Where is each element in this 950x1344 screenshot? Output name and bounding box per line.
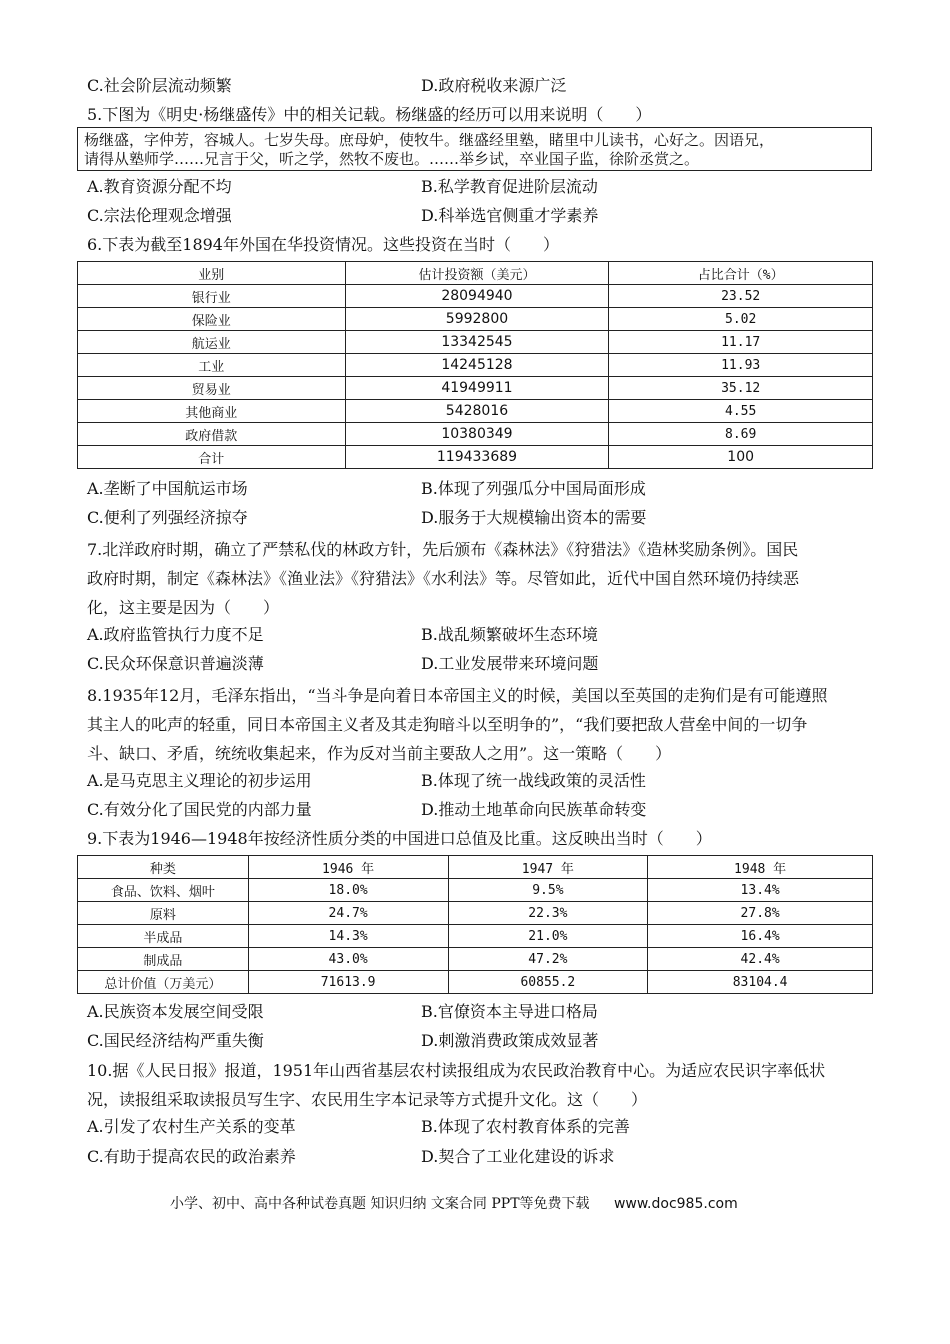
table-cell: 5.02	[609, 308, 873, 331]
q10-options-ab	[87, 1115, 887, 1139]
table-cell: 119433689	[345, 446, 609, 469]
q6-stem: 6.下表为截至1894年外国在华投资情况。这些投资在当时（ ）	[87, 235, 559, 254]
table-cell: 航运业	[78, 331, 346, 354]
q8-stem	[87, 681, 877, 768]
table-row	[78, 285, 873, 308]
q7-options-ab	[87, 623, 887, 647]
table-cell: 食品、饮料、烟叶	[78, 879, 249, 902]
q5-options-cd	[87, 204, 887, 228]
q10-stem	[87, 1056, 877, 1114]
q7-option-c: C.民众环保意识普遍淡薄	[87, 654, 264, 673]
table-cell: 银行业	[78, 285, 346, 308]
q8-option-a: A.是马克思主义理论的初步运用	[87, 771, 312, 790]
q8-option-d: D.推动土地革命向民族革命转变	[421, 800, 647, 819]
table-row	[78, 948, 873, 971]
table-cell: 5428016	[345, 400, 609, 423]
table-cell: 半成品	[78, 925, 249, 948]
q9-option-b: B.官僚资本主导进口格局	[421, 1002, 598, 1021]
q10-options-cd	[87, 1145, 887, 1169]
q7-stem	[87, 535, 877, 622]
page-footer	[170, 1193, 738, 1213]
q5-option-c: C.宗法伦理观念增强	[87, 206, 232, 225]
table-row	[78, 331, 873, 354]
q7-stem-line-2: 政府时期，制定《森林法》《渔业法》《狩猎法》《水利法》等。尽管如此，近代中国自然环境仍持续恶	[87, 569, 800, 588]
q6-option-d: D.服务于大规模输出资本的需要	[421, 508, 647, 527]
table-row	[78, 354, 873, 377]
q5-quote-box	[77, 127, 872, 171]
table-cell: 10380349	[345, 423, 609, 446]
q9-import-table	[77, 855, 873, 994]
q10-stem-line-2: 况，读报组采取读报员写生字、农民用生字本记录等方式提升文化。这（ ）	[87, 1090, 648, 1109]
table-cell: 27.8%	[648, 902, 873, 925]
q10-option-d: D.契合了工业化建设的诉求	[421, 1147, 615, 1166]
table-cell: 8.69	[609, 423, 873, 446]
table-cell: 总计价值（万美元）	[78, 971, 249, 994]
q6-option-c: C.便利了列强经济掠夺	[87, 508, 248, 527]
q5-option-d: D.科举选官侧重才学素养	[421, 206, 599, 225]
q8-option-c: C.有效分化了国民党的内部力量	[87, 800, 312, 819]
q7-option-a: A.政府监管执行力度不足	[87, 625, 264, 644]
table-header-cell: 占比合计（%）	[609, 262, 873, 285]
table-cell: 政府借款	[78, 423, 346, 446]
table-row	[78, 446, 873, 469]
table-row	[78, 971, 873, 994]
q7-option-b: B.战乱频繁破坏生态环境	[421, 625, 598, 644]
table-cell: 47.2%	[448, 948, 648, 971]
q6-options-ab	[87, 477, 887, 501]
table-cell: 22.3%	[448, 902, 648, 925]
table-cell: 9.5%	[448, 879, 648, 902]
q5-quote-line-2: 请得从塾师学……兄言于父，听之学，然牧不废也。……举乡试，卒业国子监，徐阶丞赏之。	[84, 150, 700, 168]
table-cell: 4.55	[609, 400, 873, 423]
table-header-cell: 种类	[78, 856, 249, 879]
table-cell: 21.0%	[448, 925, 648, 948]
table-cell: 18.0%	[248, 879, 448, 902]
q4-option-c: C.社会阶层流动频繁	[87, 76, 232, 95]
q5-options-ab	[87, 175, 887, 199]
table-header-cell: 1948 年	[648, 856, 873, 879]
table-cell: 14245128	[345, 354, 609, 377]
q10-stem-line-1: 10.据《人民日报》报道，1951年山西省基层农村读报组成为农民政治教育中心。为适应农民识字率低状	[87, 1061, 826, 1080]
q9-stem: 9.下表为1946—1948年按经济性质分类的中国进口总值及比重。这反映出当时（ ）	[87, 829, 712, 848]
table-cell: 11.93	[609, 354, 873, 377]
footer-url-link[interactable]: www.doc985.com	[613, 1196, 738, 1212]
table-row	[78, 879, 873, 902]
table-row	[78, 423, 873, 446]
table-cell: 其他商业	[78, 400, 346, 423]
q7-option-d: D.工业发展带来环境问题	[421, 654, 599, 673]
q9-options-cd	[87, 1029, 887, 1053]
table-cell: 28094940	[345, 285, 609, 308]
q7-options-cd	[87, 652, 887, 676]
table-cell: 60855.2	[448, 971, 648, 994]
q8-stem-line-2: 其主人的叱声的轻重，同日本帝国主义者及其走狗暗斗以至明争的”，“我们要把敌人营垒中间的一切争	[87, 715, 808, 734]
q4-options-cd	[87, 74, 887, 98]
table-cell: 43.0%	[248, 948, 448, 971]
table-cell: 71613.9	[248, 971, 448, 994]
table-cell: 11.17	[609, 331, 873, 354]
table-cell: 100	[609, 446, 873, 469]
q5-option-b: B.私学教育促进阶层流动	[421, 177, 598, 196]
q9-options-ab	[87, 1000, 887, 1024]
table-header-row	[78, 856, 873, 879]
table-cell: 原料	[78, 902, 249, 925]
q5-option-a: A.教育资源分配不均	[87, 177, 232, 196]
q8-options-ab	[87, 769, 887, 793]
table-cell: 14.3%	[248, 925, 448, 948]
q8-options-cd	[87, 798, 887, 822]
q8-option-b: B.体现了统一战线政策的灵活性	[421, 771, 646, 790]
table-row	[78, 308, 873, 331]
q6-options-cd	[87, 506, 887, 530]
q9-option-c: C.国民经济结构严重失衡	[87, 1031, 264, 1050]
q6-investment-table	[77, 261, 873, 469]
table-cell: 41949911	[345, 377, 609, 400]
table-cell: 13342545	[345, 331, 609, 354]
table-cell: 13.4%	[648, 879, 873, 902]
table-row	[78, 902, 873, 925]
table-cell: 24.7%	[248, 902, 448, 925]
q7-stem-line-3: 化，这主要是因为（ ）	[87, 598, 280, 617]
table-cell: 42.4%	[648, 948, 873, 971]
table-row	[78, 400, 873, 423]
table-cell: 35.12	[609, 377, 873, 400]
q6-option-a: A.垄断了中国航运市场	[87, 479, 248, 498]
table-cell: 16.4%	[648, 925, 873, 948]
table-cell: 23.52	[609, 285, 873, 308]
table-header-cell: 1946 年	[248, 856, 448, 879]
q9-option-a: A.民族资本发展空间受限	[87, 1002, 264, 1021]
q10-option-a: A.引发了农村生产关系的变革	[87, 1117, 296, 1136]
table-header-cell: 业别	[78, 262, 346, 285]
q6-option-b: B.体现了列强瓜分中国局面形成	[421, 479, 646, 498]
q7-stem-line-1: 7.北洋政府时期，确立了严禁私伐的林政方针，先后颁布《森林法》《狩猎法》《造林奖励条例》。国民	[87, 540, 799, 559]
table-cell: 制成品	[78, 948, 249, 971]
table-cell: 合计	[78, 446, 346, 469]
q10-option-c: C.有助于提高农民的政治素养	[87, 1147, 296, 1166]
table-row	[78, 925, 873, 948]
table-cell: 工业	[78, 354, 346, 377]
table-cell: 贸易业	[78, 377, 346, 400]
footer-text: 小学、初中、高中各种试卷真题 知识归纳 文案合同 PPT等免费下载	[170, 1196, 590, 1212]
q10-option-b: B.体现了农村教育体系的完善	[421, 1117, 630, 1136]
q4-option-d: D.政府税收来源广泛	[421, 76, 567, 95]
table-header-cell: 1947 年	[448, 856, 648, 879]
table-cell: 5992800	[345, 308, 609, 331]
table-cell: 保险业	[78, 308, 346, 331]
q9-option-d: D.刺激消费政策成效显著	[421, 1031, 599, 1050]
q8-stem-line-3: 斗、缺口、矛盾，统统收集起来，作为反对当前主要敌人之用”。这一策略（ ）	[87, 744, 672, 763]
table-cell: 83104.4	[648, 971, 873, 994]
q5-stem: 5.下图为《明史·杨继盛传》中的相关记载。杨继盛的经历可以用来说明（ ）	[87, 105, 652, 124]
q8-stem-line-1: 8.1935年12月，毛泽东指出，“当斗争是向着日本帝国主义的时候，美国以至英国的走狗们是有可能遵照	[87, 686, 828, 705]
table-header-row	[78, 262, 873, 285]
table-header-cell: 估计投资额（美元）	[345, 262, 609, 285]
table-row	[78, 377, 873, 400]
q5-quote-line-1: 杨继盛，字仲芳，容城人。七岁失母。庶母妒，使牧牛。继盛经里塾，睹里中儿读书，心好之。因语兄，	[84, 131, 775, 149]
